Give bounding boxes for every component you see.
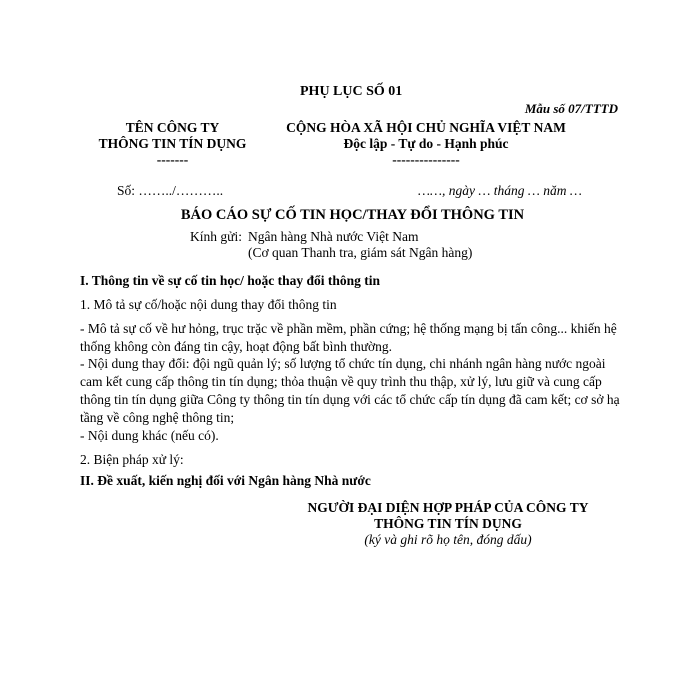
national-header <box>262 120 590 168</box>
recipient-line1: Ngân hàng Nhà nước Việt Nam <box>248 229 419 244</box>
document-number: Số: ……../……….. <box>117 183 224 198</box>
signature-title-line1: NGƯỜI ĐẠI DIỆN HỢP PHÁP CỦA CÔNG TY <box>307 500 589 515</box>
national-divider: --------------- <box>392 152 460 167</box>
national-title: CỘNG HÒA XÃ HỘI CHỦ NGHĨA VIỆT NAM <box>286 120 566 135</box>
section-1-heading: I. Thông tin về sự cố tin học/ hoặc thay đổi thông tin <box>80 273 381 288</box>
document-date: ……, ngày … tháng … năm … <box>418 183 582 198</box>
section-1-bullet-3: - Nội dung khác (nếu có). <box>80 428 219 443</box>
section-1-bullet-1: - Mô tả sự cố về hư hỏng, trục trặc về phần mềm, phần cứng; hệ thống mạng bị tấn công... khiến hệ thống không còn đáng tin cậy, hoạt động bất bình thường. <box>80 321 617 354</box>
section-2-heading: II. Đề xuất, kiến nghị đối với Ngân hàng Nhà nước <box>80 473 371 488</box>
company-block <box>85 120 260 168</box>
company-divider: ------- <box>156 152 189 167</box>
signature-title-line2: THÔNG TIN TÍN DỤNG <box>374 516 522 531</box>
recipient-label: Kính gửi: <box>190 229 242 244</box>
section-1-subheading-1: 1. Mô tả sự cố/hoặc nội dung thay đổi thông tin <box>80 297 337 312</box>
national-motto: Độc lập - Tự do - Hạnh phúc <box>343 136 509 151</box>
recipient-line2: (Cơ quan Thanh tra, giám sát Ngân hàng) <box>248 245 473 260</box>
section-1-bullet-2: - Nội dung thay đổi: đội ngũ quản lý; số lượng tổ chức tín dụng, chi nhánh ngân hàng nước ngoài cam kết cung cấp thông tin tín dụng; thỏa thuận về quy trình thu thập, xử lý, lưu giữ và cung cấp thông tin tín dụng giữa Công ty thông tin tín dụng với các tổ chức cấp tín dụng đã cam kết; cơ sở hạ tầng về công nghệ thông tin; <box>80 356 620 425</box>
signature-block <box>290 500 606 548</box>
form-code: Mẫu số 07/TTTD <box>524 101 618 116</box>
company-name-line2: THÔNG TIN TÍN DỤNG <box>98 136 247 151</box>
signature-note: (ký và ghi rõ họ tên, đóng dấu) <box>364 532 532 547</box>
report-title: BÁO CÁO SỰ CỐ TIN HỌC/THAY ĐỔI THÔNG TIN <box>180 207 525 223</box>
appendix-title: PHỤ LỤC SỐ 01 <box>300 84 403 99</box>
company-name-line1: TÊN CÔNG TY <box>125 120 220 135</box>
section-1-subheading-2: 2. Biện pháp xử lý: <box>80 452 184 467</box>
